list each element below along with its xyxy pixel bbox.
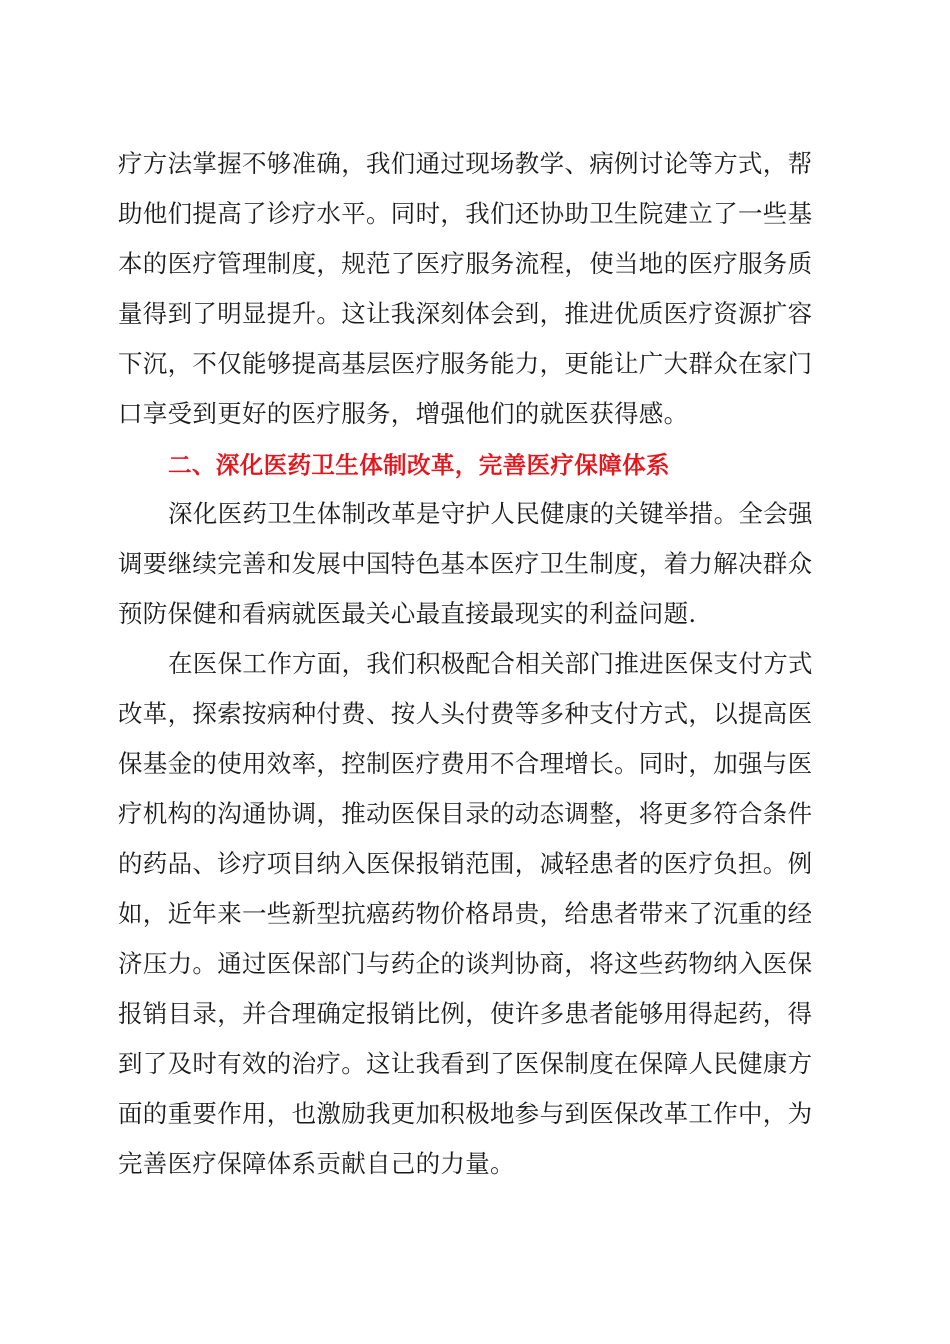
paragraph-line: 如，近年来一些新型抗癌药物价格昂贵，给患者带来了沉重的经 [118,899,813,928]
paragraph-line: 在医保工作方面，我们积极配合相关部门推进医保支付方式 [168,649,813,678]
section-heading: 二、深化医药卫生体制改革，完善医疗保障体系 [168,451,670,479]
paragraph-line: 完善医疗保障体系贡献自己的力量。 [118,1149,515,1178]
paragraph-line: 改革，探索按病种付费、按人头付费等多种支付方式，以提高医 [118,699,813,728]
paragraph-line: 报销目录，并合理确定报销比例，使许多患者能够用得起药，得 [118,999,813,1028]
paragraph-line: 深化医药卫生体制改革是守护人民健康的关键举措。全会强 [168,499,813,528]
paragraph-line: 量得到了明显提升。这让我深刻体会到，推进优质医疗资源扩容 [118,299,813,328]
paragraph-line: 到了及时有效的治疗。这让我看到了医保制度在保障人民健康方 [118,1049,813,1078]
paragraph-line: 疗机构的沟通协调，推动医保目录的动态调整，将更多符合条件 [118,799,813,828]
paragraph-line: 疗方法掌握不够准确，我们通过现场教学、病例讨论等方式，帮 [118,149,813,178]
paragraph-line: 口享受到更好的医疗服务，增强他们的就医获得感。 [118,399,689,428]
paragraph-line: 预防保健和看病就医最关心最直接最现实的利益问题. [118,599,697,628]
paragraph-line: 保基金的使用效率，控制医疗费用不合理增长。同时，加强与医 [118,749,813,778]
paragraph-line: 面的重要作用，也激励我更加积极地参与到医保改革工作中，为 [118,1099,813,1128]
paragraph-line: 下沉，不仅能够提高基层医疗服务能力，更能让广大群众在家门 [118,349,813,378]
paragraph-line: 助他们提高了诊疗水平。同时，我们还协助卫生院建立了一些基 [118,199,813,228]
paragraph-line: 济压力。通过医保部门与药企的谈判协商，将这些药物纳入医保 [118,949,813,978]
paragraph-line: 调要继续完善和发展中国特色基本医疗卫生制度，着力解决群众 [118,549,813,578]
paragraph-line: 的药品、诊疗项目纳入医保报销范围，减轻患者的医疗负担。例 [118,849,813,878]
paragraph-line: 本的医疗管理制度，规范了医疗服务流程，使当地的医疗服务质 [118,249,813,278]
